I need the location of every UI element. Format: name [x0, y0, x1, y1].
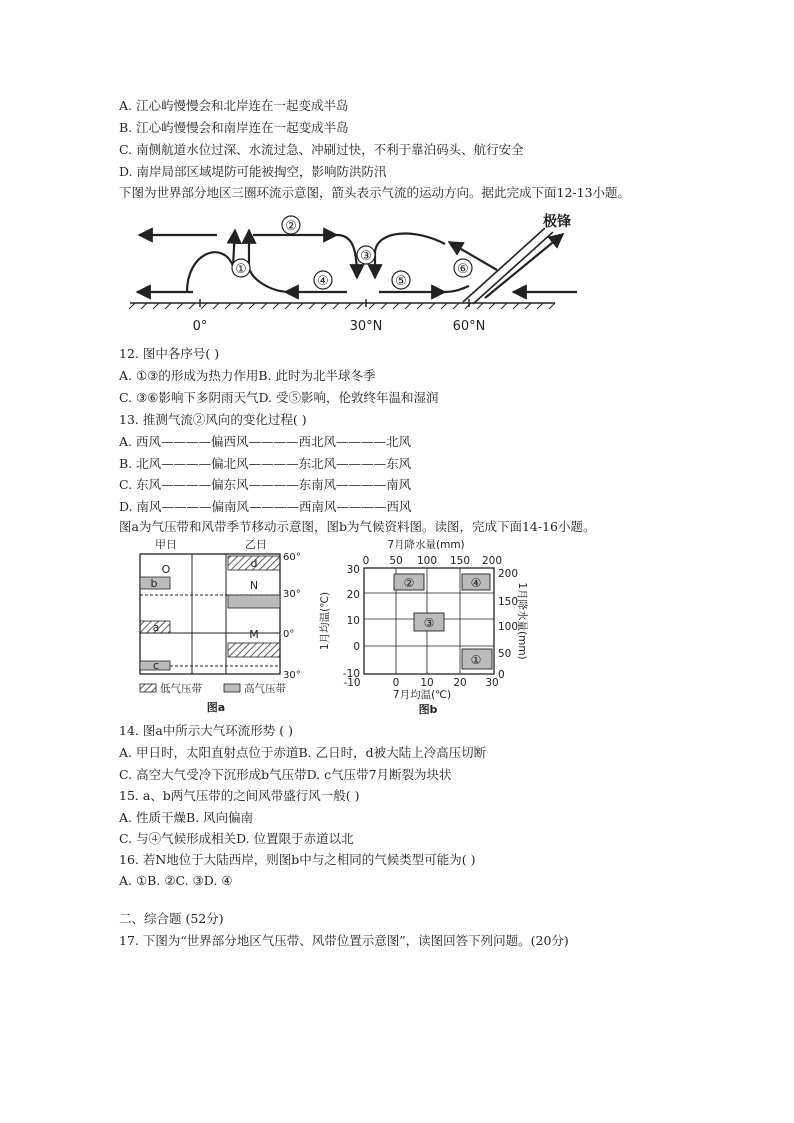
q11-option-c: C. 南侧航道水位过深、水流过急、冲刷过快，不利于靠泊码头、航行安全 — [119, 142, 524, 157]
circle-label-2: ② — [285, 219, 297, 234]
q11-option-b: B. 江心屿慢慢会和南岸连在一起变成半岛 — [119, 120, 349, 135]
top-tick-50: 50 — [389, 555, 403, 567]
fig-a-lat-30s: 30° — [283, 670, 301, 681]
top-tick-0: 0 — [362, 555, 370, 567]
fig-a-caption: 图a — [206, 701, 226, 714]
q12-options-cd: C. ③⑥影响下多阴雨天气D. 受⑤影响，伦敦终年温和湿润 — [119, 390, 439, 405]
letter-n: N — [249, 579, 259, 592]
top-tick-150: 150 — [449, 555, 471, 567]
circle-label-6: ⑥ — [457, 262, 469, 277]
circle-label-1: ① — [235, 262, 247, 277]
fig-b-bottom-title: 7月均温(℃) — [392, 689, 452, 701]
bottom-tick-0: 0 — [392, 677, 400, 689]
q14-stem: 14. 图a中所示大气环流形势 ( ) — [119, 723, 294, 738]
fig-b-left-title: 1月均温(℃) — [319, 591, 331, 651]
q13-option-c: C. 东风————偏东风————东南风————南风 — [119, 477, 412, 492]
right-tick-100: 100 — [498, 621, 519, 633]
legend-low-pressure: 低气压带 — [160, 683, 202, 695]
q14-options-ab: A. 甲日时，太阳直射点位于赤道B. 乙日时，d被大陆上冷高压切断 — [119, 745, 487, 760]
left-tick-m10: -10 — [342, 668, 360, 680]
q13-option-b: B. 北风————偏北风————东北风————东风 — [119, 456, 412, 471]
q12-stem: 12. 图中各序号( ) — [119, 346, 220, 361]
q11-option-a: A. 江心屿慢慢会和北岸连在一起变成半岛 — [119, 98, 349, 113]
box-label-4: ④ — [470, 576, 482, 590]
bottom-tick-30: 30 — [485, 677, 499, 689]
top-tick-100: 100 — [416, 555, 438, 567]
letter-a: a — [152, 621, 160, 634]
circle-label-4: ④ — [317, 274, 329, 289]
q15-stem: 15. a、b两气压带的之间风带盛行风一般( ) — [119, 788, 360, 803]
lat-label-0: 0° — [192, 319, 208, 334]
lat-label-30n: 30°N — [349, 319, 383, 334]
q14-options-cd: C. 高空大气受冷下沉形成b气压带D. c气压带7月断裂为块状 — [119, 767, 452, 782]
fig-b-caption: 图b — [418, 703, 438, 716]
letter-o: O — [161, 563, 171, 576]
letter-c: c — [152, 659, 160, 672]
q13-option-a: A. 西风————偏西风————西北风————北风 — [119, 434, 411, 449]
fig-a-lat-60: 60° — [283, 552, 301, 563]
q15-options-cd: C. 与④气候形成相关D. 位置限于赤道以北 — [119, 831, 354, 846]
top-tick-200: 200 — [481, 555, 503, 567]
box-label-3: ③ — [423, 616, 435, 630]
lat-label-60n: 60°N — [452, 319, 486, 334]
polar-front-label: 极锋 — [543, 214, 571, 230]
q17-stem: 17. 下图为“世界部分地区气压带、风带位置示意图”，读图回答下列问题。(20分) — [119, 933, 569, 948]
bottom-tick-10: 10 — [420, 677, 434, 689]
fig-a-lat-0: 0° — [283, 629, 295, 640]
circle-label-5: ⑤ — [395, 274, 407, 289]
q11-option-d: D. 南岸局部区域堤防可能被掏空，影响防洪防汛 — [119, 164, 387, 179]
circulation-diagram — [125, 208, 595, 340]
left-tick-20: 20 — [346, 589, 360, 601]
right-tick-200: 200 — [498, 568, 519, 580]
col-label-jia: 甲日 — [155, 538, 177, 551]
q16-options: A. ①B. ②C. ③D. ④ — [119, 873, 233, 888]
left-tick-10: 10 — [346, 615, 360, 627]
circle-label-3: ③ — [360, 249, 372, 264]
fig-b-top-title: 7月降水量(mm) — [387, 539, 465, 551]
left-tick-30: 30 — [346, 564, 360, 576]
fig-a-lat-30: 30° — [283, 589, 301, 600]
letter-d: d — [250, 557, 258, 570]
letter-b: b — [150, 577, 158, 590]
section-2-title: 二、综合题 (52分) — [119, 911, 224, 926]
intro-14-16: 图a为气压带和风带季节移动示意图，图b为气候资料图。读图，完成下面14-16小题。 — [119, 519, 596, 534]
q13-stem: 13. 推测气流②风向的变化过程( ) — [119, 412, 307, 427]
right-tick-50: 50 — [498, 648, 512, 660]
q16-stem: 16. 若N地位于大陆西岸，则图b中与之相同的气候类型可能为( ) — [119, 852, 476, 867]
col-label-yi: 乙日 — [245, 538, 267, 551]
q13-option-d: D. 南风————偏南风————西南风————西风 — [119, 499, 412, 514]
box-label-2: ② — [403, 576, 415, 590]
bottom-tick-m10: -10 — [343, 677, 361, 689]
q15-options-ab: A. 性质干燥B. 风向偏南 — [119, 810, 254, 825]
bottom-tick-20: 20 — [453, 677, 467, 689]
right-tick-150: 150 — [498, 596, 519, 608]
legend-high-pressure: 高气压带 — [244, 683, 286, 695]
letter-m: M — [249, 628, 259, 641]
q12-options-ab: A. ①③的形成为热力作用B. 此时为北半球冬季 — [119, 368, 376, 383]
intro-12-13: 下图为世界部分地区三圈环流示意图，箭头表示气流的运动方向。据此完成下面12-13小题。 — [119, 185, 631, 200]
fig-b-right-title: 1月降水量(mm) — [516, 582, 528, 660]
figure-a-pressure-belts — [136, 537, 316, 717]
box-label-1: ① — [470, 653, 482, 667]
right-tick-0: 0 — [498, 669, 505, 681]
figure-b-climate-chart — [316, 537, 528, 717]
left-tick-0: 0 — [353, 641, 360, 653]
